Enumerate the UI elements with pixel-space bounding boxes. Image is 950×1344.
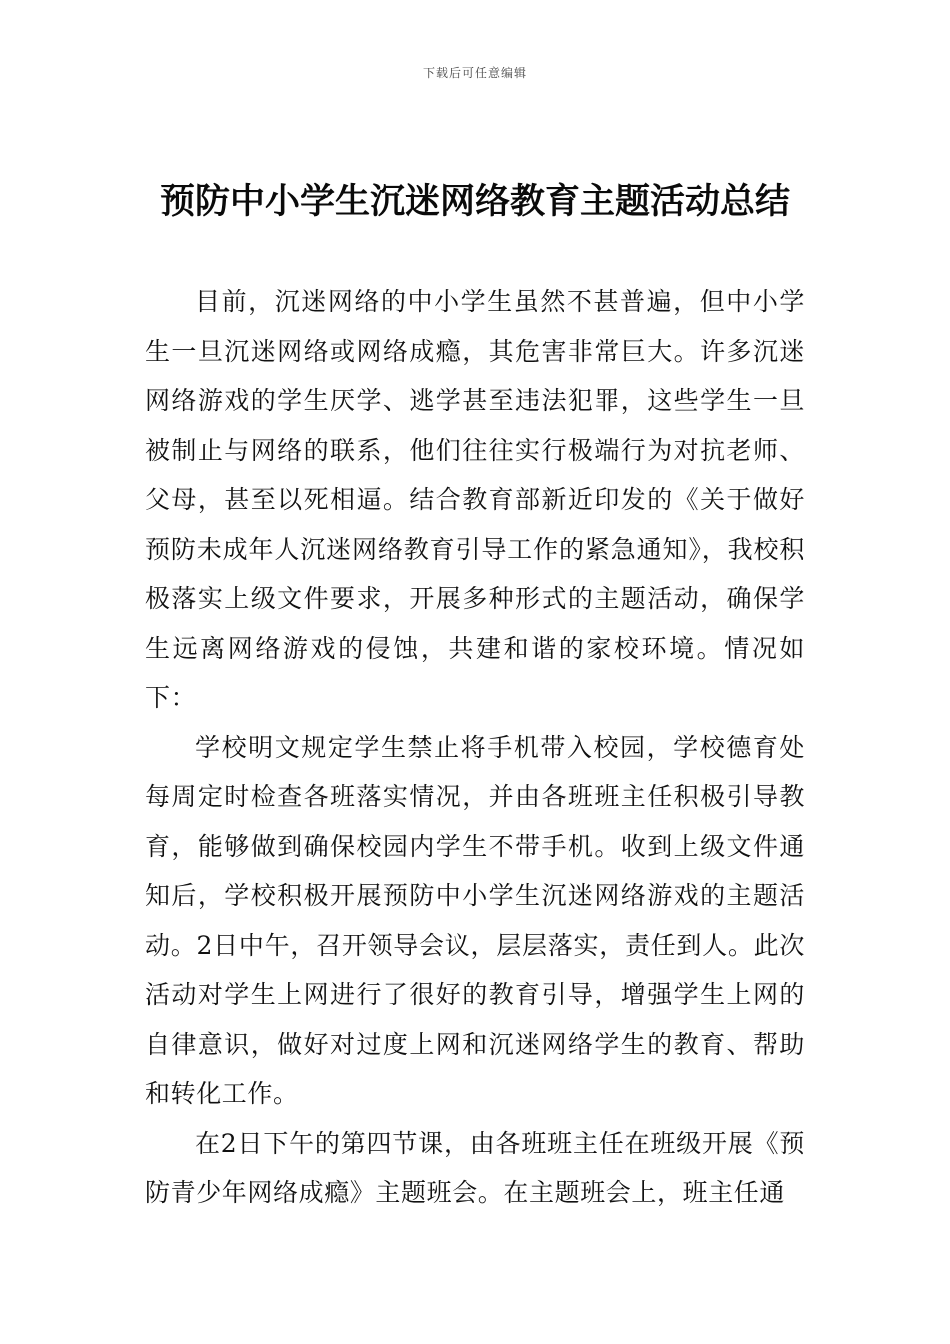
document-title: 预防中小学生沉迷网络教育主题活动总结 [159,181,790,222]
document-body [145,277,805,1218]
paragraph-intro: 目前，沉迷网络的中小学生虽然不甚普遍，但中小学生一旦沉迷网络或网络成瘾，其危害非常巨大。许多沉迷网络游戏的学生厌学、逃学甚至违法犯罪，这些学生一旦被制止与网络的联系，他们往往实行极端行为对抗老师、父母，甚至以死相逼。结合教育部新近印发的《关于做好预防未成年人沉迷网络教育引导工作的紧急通知》，我校积极落实上级文件要求，开展多种形式的主题活动，确保学生远离网络游戏的侵蚀，共建和谐的家校环境。情况如下： [145,287,805,712]
paragraph-class-meeting: 在2日下午的第四节课，由各班班主任在班级开展《预防青少年网络成瘾》主题班会。在主题班会上，班主任通 [145,1128,805,1207]
header-note: 下载后可任意编辑 [422,66,527,80]
paragraph-school-rules: 学校明文规定学生禁止将手机带入校园，学校德育处每周定时检查各班落实情况，并由各班班主任积极引导教育，能够做到确保校园内学生不带手机。收到上级文件通知后，学校积极开展预防中小学生沉迷网络游戏的主题活动。2日中午，召开领导会议，层层落实，责任到人。此次活动对学生上网进行了很好的教育引导，增强学生上网的自律意识，做好对过度上网和沉迷网络学生的教育、帮助和转化工作。 [145,732,805,1108]
